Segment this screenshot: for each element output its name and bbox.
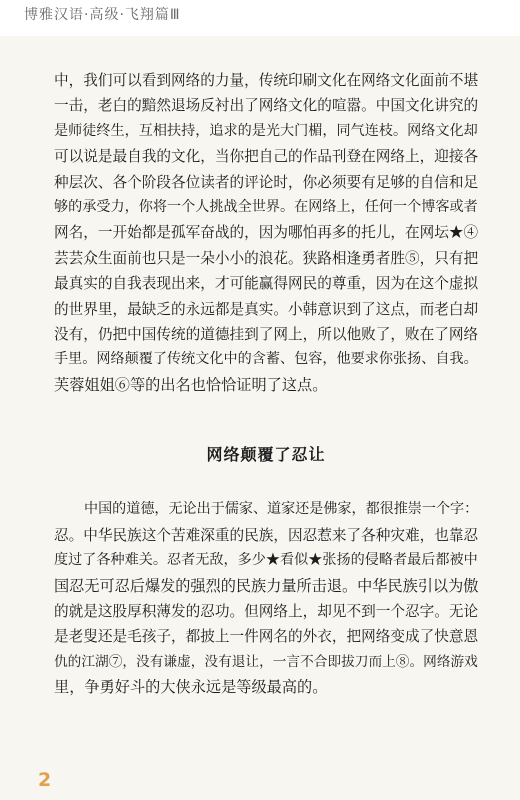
running-header [0,0,520,36]
section-heading: 网络颠覆了忍让 [206,445,326,465]
text-line: 中国的道德，无论出于儒家、道家还是佛家，都很推崇一个字： [84,501,479,518]
text-line: 的世界里，最缺乏的永远都是真实。小韩意识到了这点，而老白却 [54,300,479,318]
text-line: 手里。网络颠覆了传统文化中的含蓄、包容，他要求你张扬、自我。 [54,351,478,368]
text-line: 度过了各种难关。忍者无敌，多少★看似★张扬的侵略者最后都被中 [54,552,478,569]
text-line: 国忍无可忍后爆发的强烈的民族力量所击退。中华民族引以为傲 [54,576,479,595]
text-line: 是师徒终生，互相扶持，追求的是光大门楣，同气连枝。网络文化却 [54,122,478,139]
text-line: 一击，老白的黯然退场反衬出了网络文化的喧嚣。中国文化讲究的 [54,97,479,115]
book-title: 博雅汉语·高级·飞翔篇Ⅲ [24,7,181,23]
text-line: 仇的江湖⑦，没有谦虚，没有退让，一言不合即拔刀而上⑧。网络游戏 [54,653,478,670]
text-line: 的就是这股厚积薄发的忍功。但网络上，却见不到一个忍字。无论 [54,602,479,620]
text-line: 忍。中华民族这个苦难深重的民族，因忍惹来了各种灾难，也靠忍 [54,526,479,544]
text-line: 可以说是最自我的文化，当你把自己的作品刊登在网络上，迎接各 [54,148,479,166]
text-line: 网名，一开始都是孤军奋战的，因为哪怕再多的托儿，在网坛★④ [54,224,479,242]
text-line: 最真实的自我表现出来，才可能赢得网民的尊重，因为在这个虚拟 [54,275,479,293]
text-line: 里，争勇好斗的大侠永远是等级最高的。 [54,678,328,697]
paragraph-continued [54,68,478,398]
text-line: 种层次、各个阶段各位读者的评论时，你必须要有足够的自信和足 [54,173,479,191]
text-line: 中，我们可以看到网络的力量，传统印刷文化在网络文化面前不堪 [54,72,479,89]
text-line: 芸芸众生面前也只是一朵小小的浪花。狭路相逢勇者胜⑤，只有把 [54,249,479,267]
page-number: 2 [38,769,52,791]
text-line: 没有，仍把中国传统的道德挂到了网上，所以他败了，败在了网络 [54,326,479,344]
text-line: 芙蓉姐姐⑥等的出名也恰恰证明了这点。 [54,375,328,394]
paragraph-section [54,497,478,700]
text-line: 够的承受力，你将一个人挑战全世界。在网络上，任何一个博客或者 [54,199,478,216]
faint-show-through [216,690,306,710]
page-body [54,68,478,701]
text-line: 是老叟还是毛孩子，都披上一件网名的外衣，把网络变成了快意恩 [54,628,479,646]
